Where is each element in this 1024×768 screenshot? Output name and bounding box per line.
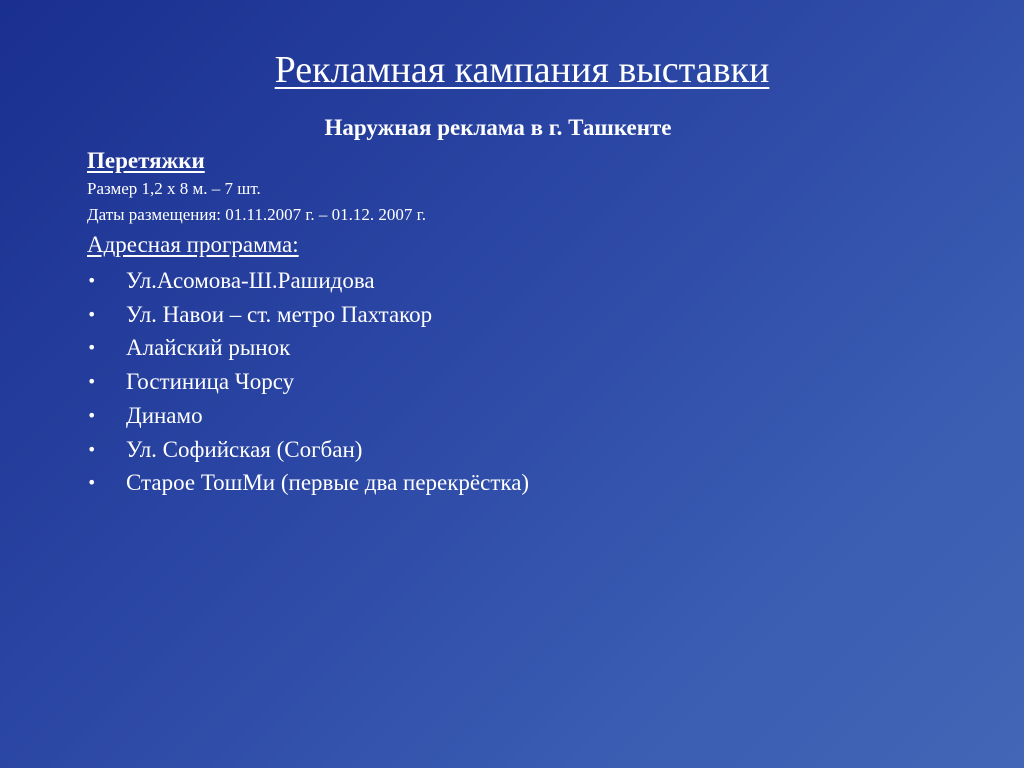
bullet-icon: • <box>87 304 97 324</box>
address-list <box>87 264 987 500</box>
bullet-icon: • <box>87 271 97 290</box>
address-label: Гостиница Чорсу <box>126 369 295 395</box>
address-heading: Адресная программа: <box>87 232 299 257</box>
address-label: Старое ТошМи (первые два перекрёстка) <box>126 470 530 496</box>
list-item <box>87 264 987 298</box>
dates-line: Даты размещения: 01.11.2007 г. – 01.12. 2007 г. <box>87 205 426 224</box>
list-item <box>87 466 987 500</box>
list-item <box>87 433 987 467</box>
bullet-icon: • <box>87 439 97 459</box>
bullet-icon: • <box>87 372 97 392</box>
size-line: Размер 1,2 х 8 м. – 7 шт. <box>87 179 261 198</box>
list-item <box>87 298 987 332</box>
slide-subtitle: Наружная реклама в г. Ташкенте <box>324 115 672 140</box>
list-item <box>87 399 987 433</box>
list-item <box>87 365 987 399</box>
list-item <box>87 331 987 365</box>
bullet-icon: • <box>87 473 97 493</box>
slide-content <box>87 146 987 500</box>
address-label: Ул. Софийская (Согбан) <box>126 436 363 462</box>
address-label: Ул.Асомова-Ш.Рашидова <box>126 268 375 293</box>
address-label: Динамо <box>126 402 203 428</box>
section-heading: Перетяжки <box>87 148 205 173</box>
bullet-icon: • <box>87 338 97 358</box>
address-label: Алайский рынок <box>126 335 291 361</box>
address-label: Ул. Навои – ст. метро Пахтакор <box>126 301 433 327</box>
bullet-icon: • <box>87 405 97 425</box>
slide-title: Рекламная кампания выставки <box>274 49 770 91</box>
